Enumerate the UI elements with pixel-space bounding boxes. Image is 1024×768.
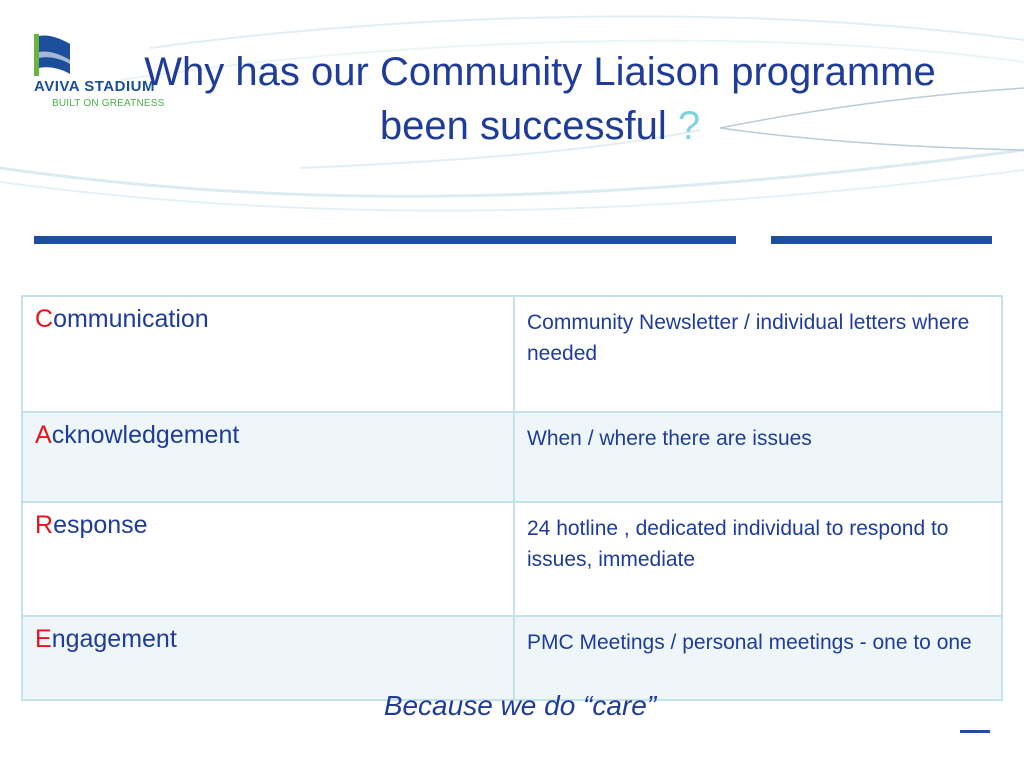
title-underline-long	[34, 236, 736, 244]
table-row	[22, 616, 1002, 700]
logo-name: AVIVA STADIUM	[34, 78, 155, 95]
page-title	[70, 45, 1010, 153]
heading-initial: R	[35, 511, 54, 539]
table-row	[22, 412, 1002, 502]
heading-rest: esponse	[53, 511, 148, 539]
title-underline-short	[771, 236, 992, 244]
title-question-mark: ?	[677, 104, 701, 148]
corner-accent-bar	[960, 730, 990, 733]
logo-flag-icon	[34, 34, 70, 76]
row-detail: 24 hotline , dedicated individual to respond to issues, immediate	[514, 502, 1002, 616]
title-line-2	[70, 99, 1010, 153]
row-heading	[22, 616, 514, 700]
table-row	[22, 296, 1002, 412]
logo-tagline: BUILT ON GREATNESS	[52, 98, 165, 109]
row-heading	[22, 502, 514, 616]
care-table	[21, 295, 1003, 701]
row-heading	[22, 296, 514, 412]
heading-initial: E	[35, 625, 52, 653]
heading-rest: ngagement	[51, 625, 177, 653]
row-detail: PMC Meetings / personal meetings - one to one	[514, 616, 1002, 700]
heading-rest: cknowledgement	[51, 421, 240, 449]
footer-tagline: Because we do “care”	[383, 690, 657, 721]
row-heading	[22, 412, 514, 502]
row-detail: When / where there are issues	[514, 412, 1002, 502]
heading-rest: ommunication	[53, 305, 209, 333]
table-row	[22, 502, 1002, 616]
heading-initial: C	[35, 305, 54, 333]
row-detail: Community Newsletter / individual letters where needed	[514, 296, 1002, 412]
heading-initial: A	[35, 421, 52, 449]
title-line-2-text: been successful	[379, 104, 667, 148]
title-line-1: Why has our Community Liaison programme	[144, 50, 936, 94]
